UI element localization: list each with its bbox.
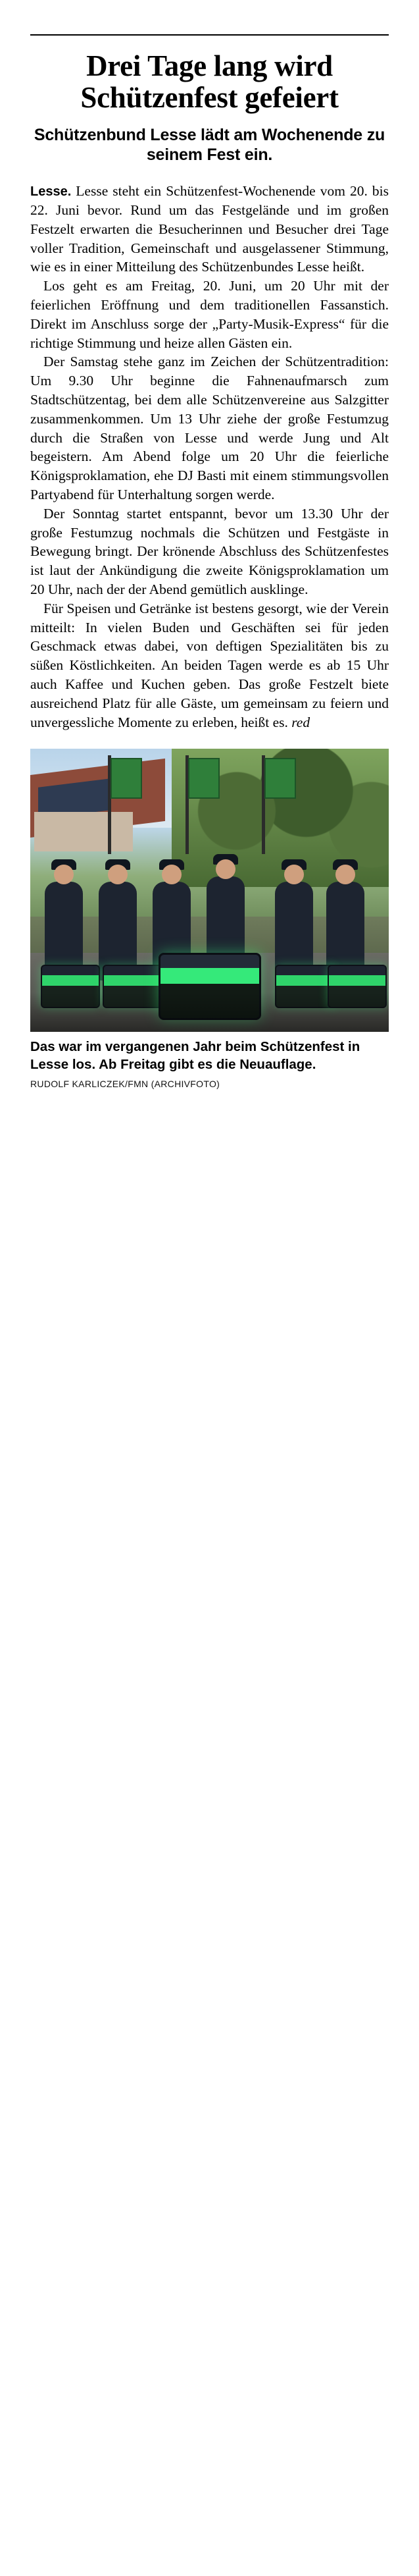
photo-caption: Das war im vergangenen Jahr beim Schützenfest in Lesse los. Ab Freitag gibt es die Neuauflage. [30, 1039, 360, 1072]
photo-marcher-head [284, 865, 304, 884]
dateline: Lesse. [30, 184, 72, 200]
page-title: Drei Tage lang wird Schützenfest gefeiert [80, 49, 339, 115]
article-photo [30, 749, 389, 1032]
article-paragraph-2: Los geht es am Freitag, 20. Juni, um 20 Uhr mit der feierlichen Eröffnung und dem traditionellen Fassanstich. Direkt im Anschluss sorge der „Party-Musik-Express“ für die richtige Stimmung und heize allen Gästen ein. [30, 278, 389, 351]
top-divider [30, 34, 389, 36]
photo-credit: RUDOLF KARLICZEK/FMN (ARCHIVFOTO) [30, 1078, 220, 1089]
photo-flag [264, 758, 296, 799]
article-paragraph-4: Der Sonntag startet entspannt, bevor um 13.30 Uhr der große Festumzug nochmals die Schützen und Festgäste in Bewegung bringt. Der krönende Abschluss des Schützenfestes ist laut der Ankündigung die zweite Königsproklamation um 20 Uhr, nach der der Abend gemütlich ausklinge. [30, 505, 389, 598]
photo-flag [188, 758, 220, 799]
photo-marcher-head [216, 859, 235, 879]
paragraph-text: Lesse steht ein Schützenfest-Wochenende vom 20. bis 22. Juni bevor. Rund um das Festgelände und im großen Festzelt erwarten die Besucherinnen und Besucher drei Tage voller Tradition, Gemeinschaft und ausgelassener Stimmung, wie es in einer Mitteilung des Schützenbundes Lesse heißt. [30, 183, 389, 275]
article-paragraph-3: Der Samstag stehe ganz im Zeichen der Schützentradition: Um 9.30 Uhr beginne die Fahnenaufmarsch zum Stadtschützentag, bei dem alle Schützenvereine aus Salzgitter zusammenkommen. Um 13 Uhr ziehe der große Festumzug durch die Straßen von Lesse und werde Jung und Alt begeistern. Am Abend folge um 20 Uhr die feierliche Königsproklamation, ehe DJ Basti mit einem stimmungsvollen Partyabend für Unterhaltung sorgen werde. [30, 354, 389, 503]
photo-marcher-head [335, 865, 355, 884]
article-photo-block [30, 749, 389, 1088]
photo-marcher-head [162, 865, 182, 884]
article-paragraph-5 [30, 599, 389, 732]
photo-foreground-shadow [30, 992, 389, 1032]
article-paragraph-1 [30, 182, 389, 277]
photo-building-wall [34, 812, 133, 851]
paragraph-text: Für Speisen und Getränke ist bestens gesorgt, wie der Verein mitteilt: In vielen Buden und Geschäften sei für jeden Geschmack etwas dabei, von deftigen Spezialitäten bis zu süßen Köstlichkeiten. An beiden Tagen werde es ab 15 Uhr auch Kaffee und Kuchen geben. Das große Festzelt biete ausreichend Platz für alle Gäste, um gemeinsam zu feiern und unvergessliche Momente zu erleben, heißt es. [30, 600, 389, 730]
article-subhead: Schützenbund Lesse lädt am Wochenende zu seinem Fest ein. [34, 126, 385, 165]
photo-marcher-head [54, 865, 74, 884]
photo-flag [111, 758, 142, 799]
photo-marcher-head [108, 865, 128, 884]
author-tag: red [291, 714, 310, 730]
article-body [30, 182, 389, 732]
